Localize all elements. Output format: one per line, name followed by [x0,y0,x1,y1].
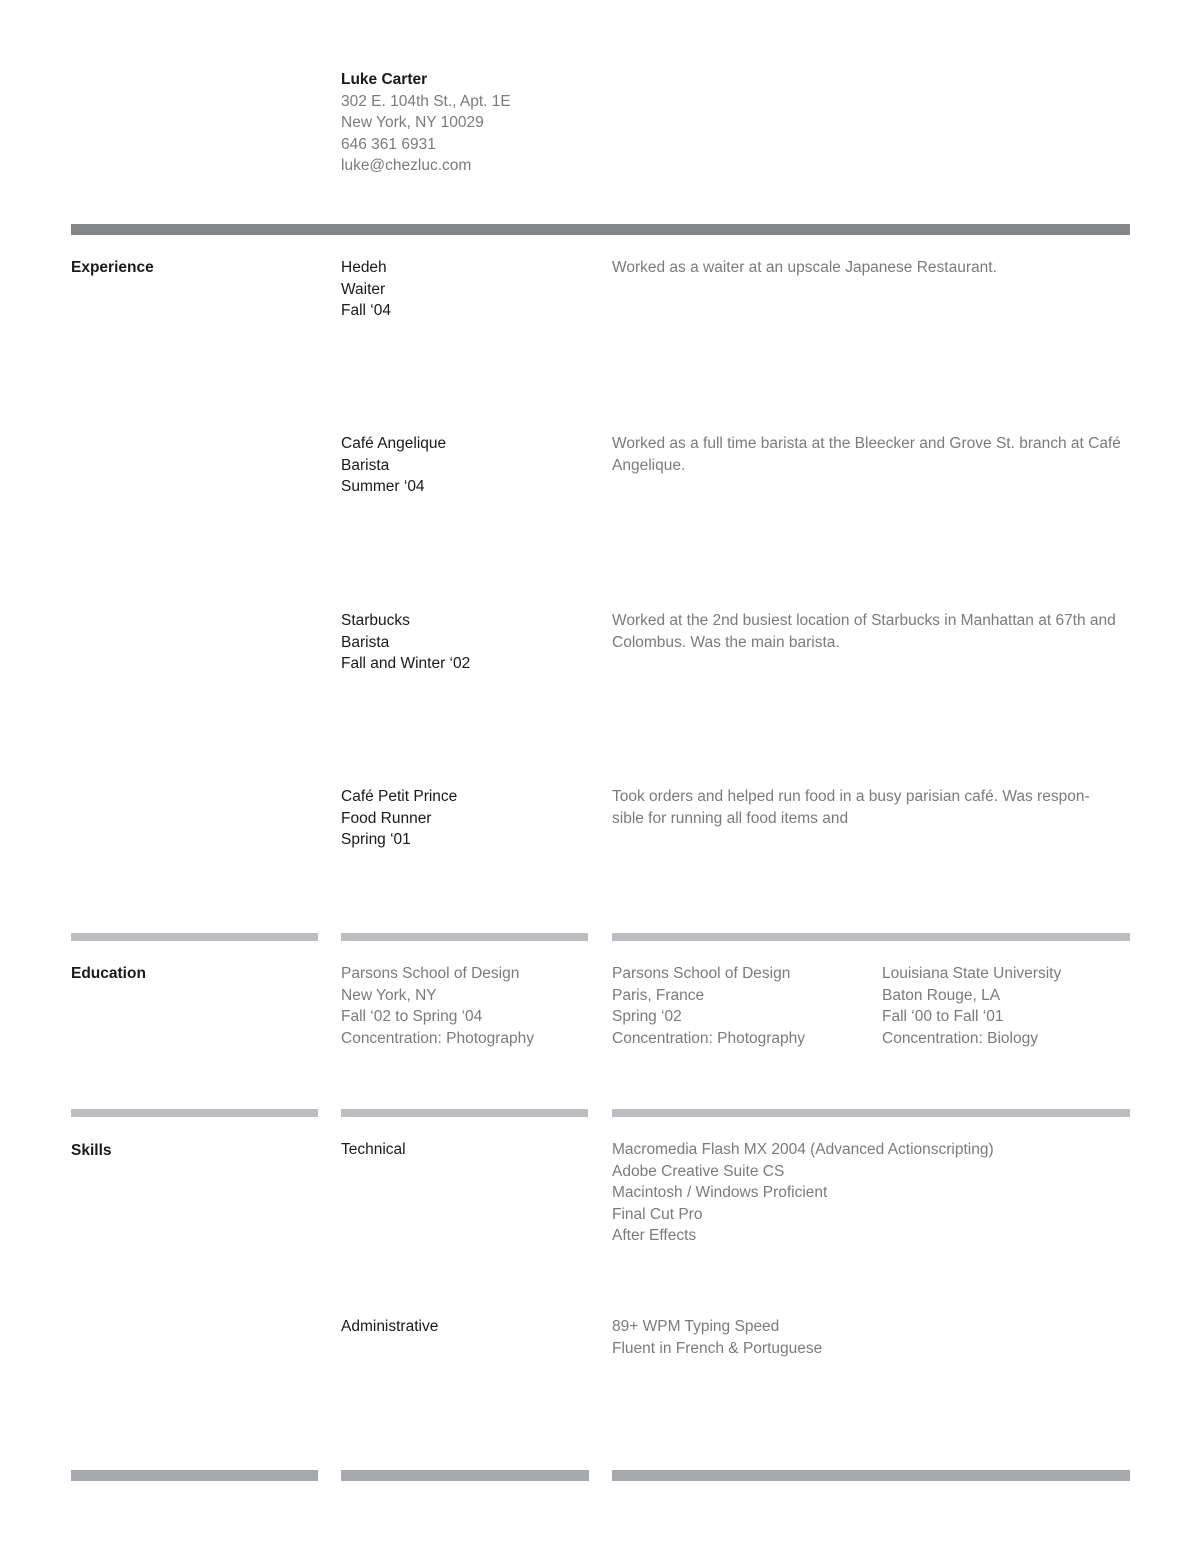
job-role: Barista [341,633,390,651]
section-divider-mid [341,1109,588,1117]
job-description: Worked as a full time barista at the Bleecker and Grove St. branch at Café Angelique. [612,435,1121,474]
skills-heading: Skills [71,1142,112,1159]
footer-divider-mid [341,1470,589,1481]
experience-item [341,786,588,851]
school-location: Paris, France [612,986,705,1004]
job-role: Food Runner [341,809,432,827]
skills-list [612,1139,1130,1247]
school-name: Louisiana State University [882,965,1062,982]
job-description: Took orders and helped run food in a busy parisian café. Was respon-sible for running all food items and [612,788,1090,827]
school-dates: Fall ‘00 to Fall ‘01 [882,1008,1004,1025]
skill-item: Final Cut Pro [612,1205,703,1223]
job-dates: Fall and Winter ‘02 [341,655,471,672]
skill-item: Macintosh / Windows Proficient [612,1184,828,1201]
education-heading: Education [71,965,146,982]
contact-name: Luke Carter [341,71,428,88]
education-item [882,963,1130,1049]
school-dates: Spring ‘02 [612,1008,682,1025]
experience-item [341,610,588,675]
skills-group-label: Administrative [341,1318,439,1335]
job-description: Worked as a waiter at an upscale Japanese Restaurant. [612,259,997,276]
experience-item [341,433,588,498]
header-divider [71,224,1130,235]
section-divider-left [71,933,318,941]
skill-item: 89+ WPM Typing Speed [612,1318,780,1335]
experience-heading: Experience [71,259,154,276]
education-item [612,963,872,1049]
skills-group-label: Technical [341,1141,406,1158]
skill-item: After Effects [612,1227,697,1244]
school-concentration: Concentration: Biology [882,1029,1038,1047]
school-name: Parsons School of Design [612,965,791,982]
job-employer: Café Angelique [341,435,447,452]
job-dates: Summer ‘04 [341,478,425,495]
skill-item: Macromedia Flash MX 2004 (Advanced Actionscripting) [612,1141,994,1158]
school-location: New York, NY [341,986,437,1004]
job-dates: Fall ‘04 [341,302,391,319]
skills-list [612,1316,1130,1359]
job-description: Worked at the 2nd busiest location of Starbucks in Manhattan at 67th and Colombus. Was the main barista. [612,612,1116,651]
school-location: Baton Rouge, LA [882,986,1001,1004]
experience-item [341,257,588,322]
job-employer: Starbucks [341,612,410,629]
section-divider-left [71,1109,318,1117]
contact-block [341,69,588,177]
school-dates: Fall ‘02 to Spring ‘04 [341,1008,483,1025]
contact-address-line1: 302 E. 104th St., Apt. 1E [341,92,511,110]
section-divider-mid [341,933,588,941]
job-dates: Spring ‘01 [341,831,411,848]
contact-phone: 646 361 6931 [341,135,436,153]
contact-email: luke@chezluc.com [341,157,472,174]
section-divider-right [612,1109,1130,1117]
school-concentration: Concentration: Photography [341,1029,535,1047]
school-concentration: Concentration: Photography [612,1029,806,1047]
job-employer: Hedeh [341,259,387,276]
section-divider-right [612,933,1130,941]
footer-divider-right [612,1470,1130,1481]
school-name: Parsons School of Design [341,965,520,982]
job-role: Barista [341,456,390,474]
skill-item: Fluent in French & Portuguese [612,1339,823,1357]
job-role: Waiter [341,280,386,298]
job-employer: Café Petit Prince [341,788,458,805]
education-item [341,963,588,1049]
skill-item: Adobe Creative Suite CS [612,1162,785,1180]
footer-divider-left [71,1470,318,1481]
contact-address-line2: New York, NY 10029 [341,114,484,131]
